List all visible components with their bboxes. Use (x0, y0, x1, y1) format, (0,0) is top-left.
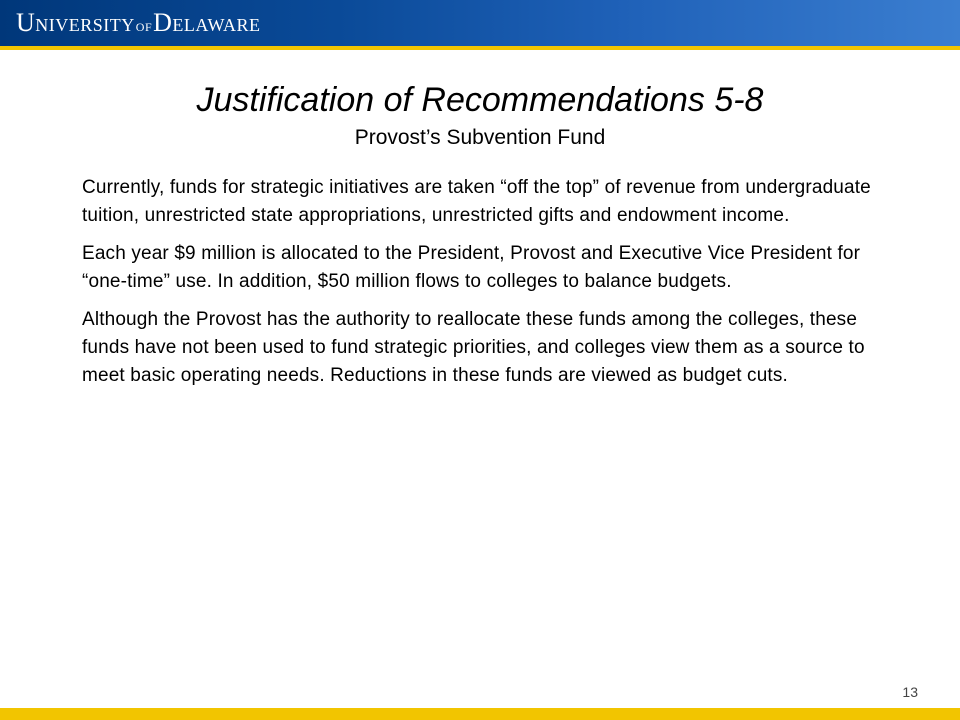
header-band (0, 0, 960, 46)
body-paragraph-2: Each year $9 million is allocated to the President, Provost and Executive Vice President for “one-time” use. In addition, $50 million flows to colleges to balance budgets. (82, 243, 861, 292)
logo-word-elaware: ELAWARE (172, 15, 261, 35)
slide-title: Justification of Recommendations 5-8 (196, 81, 764, 119)
page-number: 13 (902, 684, 918, 700)
slide-body (82, 174, 872, 400)
body-paragraph-1: Currently, funds for strategic initiatives are taken “off the top” of revenue from undergraduate tuition, unrestricted state appropriations, unrestricted gifts and endowment income. (82, 177, 871, 226)
footer-gold-stripe (0, 708, 960, 720)
logo-initial-d: D (153, 8, 173, 37)
body-paragraph-3: Although the Provost has the authority to reallocate these funds among the colleges, these funds have not been used to fund strategic priorities, and colleges view them as a source to meet basic operating needs. Reductions in these funds are viewed as budget cuts. (82, 309, 865, 386)
logo-word-of: OF (135, 20, 153, 34)
logo-initial-u: U (16, 8, 36, 37)
slide-subtitle: Provost’s Subvention Fund (354, 126, 606, 149)
header-gold-stripe (0, 46, 960, 50)
university-logo (16, 7, 260, 39)
logo-word-niversity: NIVERSITY (35, 15, 135, 35)
